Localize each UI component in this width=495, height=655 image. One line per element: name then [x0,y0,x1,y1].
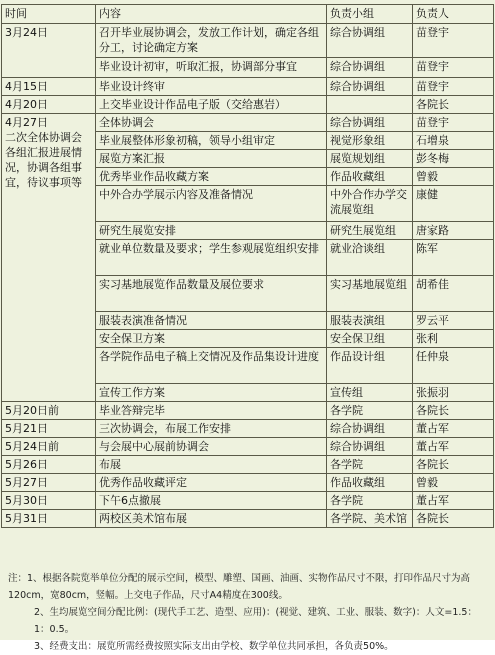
person-cell: 张利 [413,330,494,348]
note-3: 3、经费支出：展览所需经费按照实际支出由学校、数学单位共同承担，各负责50%。 [34,641,394,652]
person-cell: 曾毅 [413,474,494,492]
group-cell: 综合协调组 [327,24,413,58]
group-cell: 安全保卫组 [327,330,413,348]
person-cell: 各院长 [413,510,494,528]
content-cell: 三次协调会，布展工作安排 [96,420,327,438]
time-cell-meeting: 4月27日 二次全体协调会 各组汇报进展情况，协调各组事宜，待议事项等 [2,114,96,402]
time-cell: 4月20日 [2,96,96,114]
footnotes [8,570,488,655]
table-row [2,402,494,420]
time-cell: 5月26日 [2,456,96,474]
table-row [2,114,494,132]
header-time: 时间 [2,5,96,24]
person-cell: 董占军 [413,420,494,438]
group-cell: 作品收藏组 [327,474,413,492]
group-cell [327,96,413,114]
content-cell: 安全保卫方案 [96,330,327,348]
group-cell: 综合协调组 [327,78,413,96]
content-cell: 宣传工作方案 [96,384,327,402]
person-cell: 各院长 [413,456,494,474]
group-cell: 中外合作办学交流展览组 [327,186,413,222]
table-header-row [2,5,494,24]
header-group: 负责小组 [327,5,413,24]
time-cell: 5月24日前 [2,438,96,456]
table-row [2,96,494,114]
table-row [2,78,494,96]
content-cell: 毕业设计终审 [96,78,327,96]
content-cell: 中外合办学展示内容及准备情况 [96,186,327,222]
person-cell: 苗登宇 [413,58,494,78]
content-cell: 召开毕业展协调会，发放工作计划，确定各组分工，讨论确定方案 [96,24,327,58]
content-cell: 毕业答辩完毕 [96,402,327,420]
content-cell: 研究生展览安排 [96,222,327,240]
person-cell: 唐家路 [413,222,494,240]
time-cell: 5月31日 [2,510,96,528]
person-cell: 苗登宇 [413,114,494,132]
schedule-table [1,4,494,528]
content-cell: 优秀毕业作品收藏方案 [96,168,327,186]
header-person: 负责人 [413,5,494,24]
group-cell: 各学院 [327,492,413,510]
time-cell: 5月20日前 [2,402,96,420]
person-cell: 陈军 [413,240,494,276]
content-cell: 布展 [96,456,327,474]
content-cell: 毕业设计初审，听取汇报，协调部分事宜 [96,58,327,78]
content-cell: 与会展中心展前协调会 [96,438,327,456]
content-cell: 实习基地展览作品数量及展位要求 [96,276,327,312]
group-cell: 综合协调组 [327,420,413,438]
header-content: 内容 [96,5,327,24]
table-row [2,438,494,456]
person-cell: 康健 [413,186,494,222]
group-cell: 综合协调组 [327,438,413,456]
table-row [2,474,494,492]
time-cell: 4月15日 [2,78,96,96]
group-cell: 各学院 [327,456,413,474]
person-cell: 各院长 [413,402,494,420]
person-cell: 胡希佳 [413,276,494,312]
table-row [2,510,494,528]
time-cell: 5月30日 [2,492,96,510]
content-cell: 服装表演准备情况 [96,312,327,330]
group-cell: 各学院、美术馆 [327,510,413,528]
group-cell: 视觉形象组 [327,132,413,150]
person-cell: 任仲泉 [413,348,494,384]
content-cell: 就业单位数量及要求；学生参观展览组织安排 [96,240,327,276]
person-cell: 董占军 [413,438,494,456]
person-cell: 董占军 [413,492,494,510]
person-cell: 石增泉 [413,132,494,150]
person-cell: 罗云平 [413,312,494,330]
group-cell: 综合协调组 [327,58,413,78]
group-cell: 作品收藏组 [327,168,413,186]
person-cell: 曾毅 [413,168,494,186]
person-cell: 张振羽 [413,384,494,402]
content-cell: 毕业展整体形象初稿，领导小组审定 [96,132,327,150]
group-cell: 作品设计组 [327,348,413,384]
group-cell: 各学院 [327,402,413,420]
group-cell: 展览规划组 [327,150,413,168]
group-cell: 就业洽谈组 [327,240,413,276]
group-cell: 服装表演组 [327,312,413,330]
content-cell: 两校区美术馆布展 [96,510,327,528]
note-2: 2、生均展览空间分配比例：(现代手工艺、造型、应用)：(视觉、建筑、工业、服装、数字)：人文=1.5：1：0.5。 [34,607,477,635]
content-cell: 全体协调会 [96,114,327,132]
time-cell: 3月24日 [2,24,96,78]
group-cell: 综合协调组 [327,114,413,132]
person-cell: 苗登宇 [413,78,494,96]
content-cell: 优秀作品收藏评定 [96,474,327,492]
table-row [2,456,494,474]
group-cell: 研究生展览组 [327,222,413,240]
person-cell: 彭冬梅 [413,150,494,168]
content-cell: 上交毕业设计作品电子版（交给惠岩） [96,96,327,114]
person-cell: 苗登宇 [413,24,494,58]
group-cell: 宣传组 [327,384,413,402]
content-cell: 展览方案汇报 [96,150,327,168]
table-row [2,492,494,510]
person-cell: 各院长 [413,96,494,114]
content-cell: 各学院作品电子稿上交情况及作品集设计进度 [96,348,327,384]
table-row [2,420,494,438]
group-cell: 实习基地展览组 [327,276,413,312]
table-row [2,24,494,58]
note-1: 注：1、根据各院览举单位分配的展示空间，模型、雕塑、国画、油画、实物作品尺寸不限，打印作品尺寸为高120cm，宽80cm，竖幅。上交电子作品，尺寸A4精度在300线。 [8,573,471,601]
content-cell: 下午6点撤展 [96,492,327,510]
time-cell: 5月27日 [2,474,96,492]
time-cell: 5月21日 [2,420,96,438]
